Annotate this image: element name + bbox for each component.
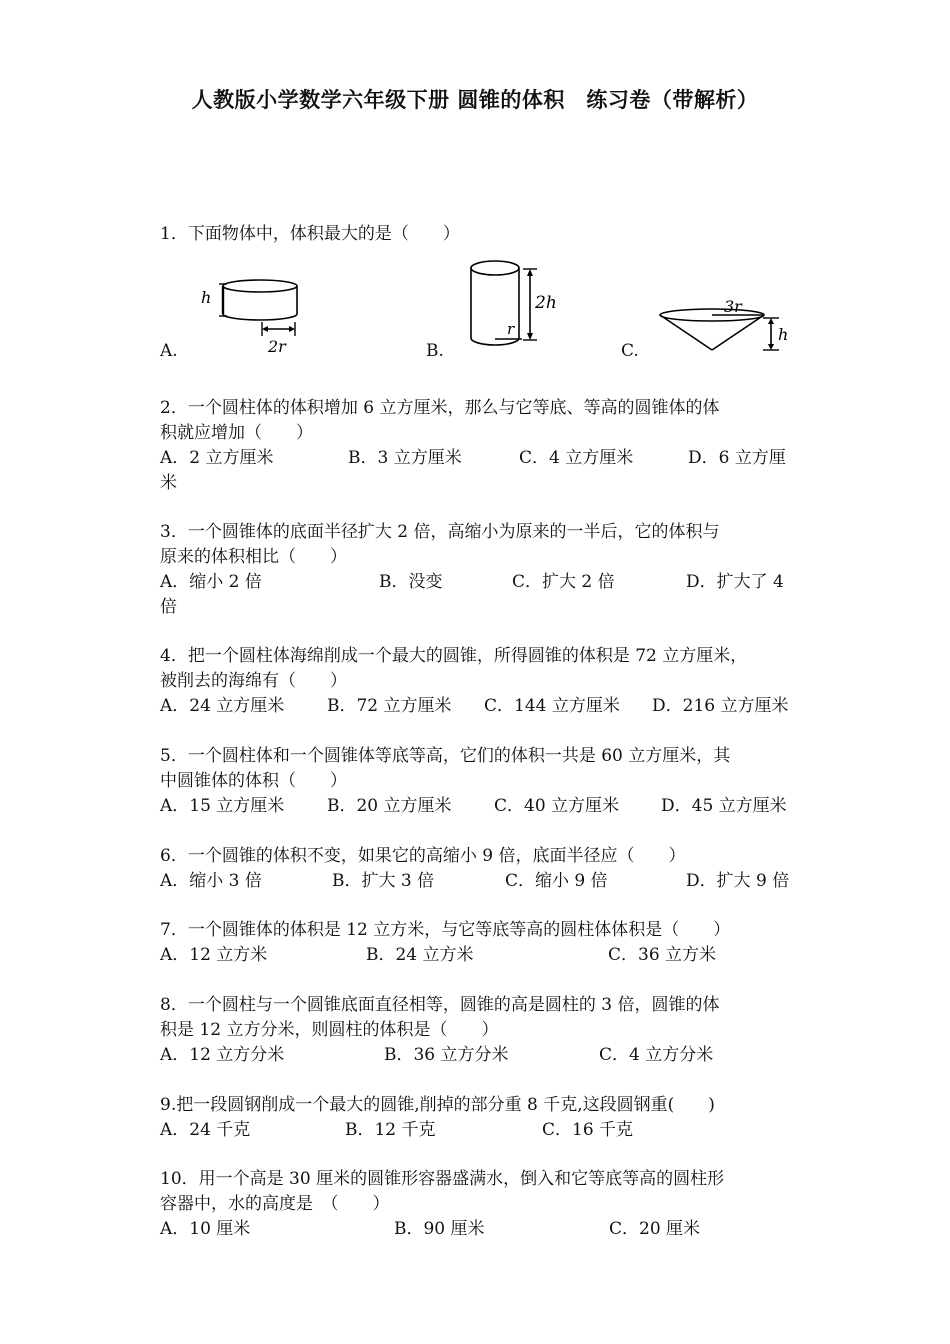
question-2-text-line-1: 2．一个圆柱体的体积增加 6 立方厘米，那么与它等底、等高的圆锥体的体 bbox=[160, 398, 720, 418]
option-5-b: B．20 立方厘米 bbox=[327, 796, 452, 816]
figure-b-tall-cylinder bbox=[465, 256, 565, 348]
option-2-b: B．3 立方厘米 bbox=[348, 448, 462, 468]
option-10-a: A．10 厘米 bbox=[160, 1219, 251, 1239]
question-1-text: 1．下面物体中，体积最大的是（ ） bbox=[160, 224, 460, 244]
option-6-a: A．缩小 3 倍 bbox=[160, 871, 262, 891]
page-title: 人教版小学数学六年级下册 圆锥的体积 练习卷（带解析） bbox=[191, 88, 759, 112]
option-3-a: A．缩小 2 倍 bbox=[160, 572, 262, 592]
figure-b-r-label: r bbox=[507, 320, 515, 338]
figure-c-r-label: 3r bbox=[724, 300, 742, 316]
figure-a-r-label: 2r bbox=[268, 337, 286, 356]
option-10-c: C．20 厘米 bbox=[609, 1219, 701, 1239]
option-10-b: B．90 厘米 bbox=[394, 1219, 485, 1239]
option-4-b: B．72 立方厘米 bbox=[327, 696, 452, 716]
option-7-a: A．12 立方米 bbox=[160, 945, 268, 965]
option-4-d: D．216 立方厘米 bbox=[652, 696, 789, 716]
option-2-d-wrap: 米 bbox=[160, 473, 177, 493]
option-3-d: D．扩大了 4 bbox=[686, 572, 784, 592]
option-7-b: B．24 立方米 bbox=[366, 945, 474, 965]
option-6-b: B．扩大 3 倍 bbox=[332, 871, 435, 891]
option-3-d-wrap: 倍 bbox=[160, 597, 177, 617]
option-1-b: B. bbox=[426, 341, 444, 361]
option-9-b: B．12 千克 bbox=[345, 1120, 436, 1140]
option-5-a: A．15 立方厘米 bbox=[160, 796, 285, 816]
figure-c-h-label: h bbox=[778, 325, 789, 344]
question-3-text-line-1: 3．一个圆锥体的底面半径扩大 2 倍，高缩小为原来的一半后，它的体积与 bbox=[160, 522, 720, 542]
option-2-a: A．2 立方厘米 bbox=[160, 448, 274, 468]
question-4-text-line-1: 4．把一个圆柱体海绵削成一个最大的圆锥，所得圆锥的体积是 72 立方厘米， bbox=[160, 646, 748, 666]
question-10-text-line-2: 容器中，水的高度是 （ ） bbox=[160, 1194, 390, 1214]
question-10-text-line-1: 10．用一个高是 30 厘米的圆锥形容器盛满水，倒入和它等底等高的圆柱形 bbox=[160, 1169, 725, 1189]
figure-a-h-label: h bbox=[201, 288, 212, 307]
option-8-c: C．4 立方分米 bbox=[599, 1045, 714, 1065]
option-6-d: D．扩大 9 倍 bbox=[686, 871, 790, 891]
option-4-c: C．144 立方厘米 bbox=[484, 696, 620, 716]
option-2-d: D．6 立方厘 bbox=[688, 448, 786, 468]
question-7-text: 7．一个圆锥体的体积是 12 立方米，与它等底等高的圆柱体体积是（ ） bbox=[160, 920, 731, 940]
option-1-a: A. bbox=[160, 341, 178, 361]
question-8-text-line-1: 8．一个圆柱与一个圆锥底面直径相等，圆锥的高是圆柱的 3 倍，圆锥的体 bbox=[160, 995, 720, 1015]
question-3-text-line-2: 原来的体积相比（ ） bbox=[160, 547, 347, 567]
option-5-c: C．40 立方厘米 bbox=[494, 796, 620, 816]
question-8-text-line-2: 积是 12 立方分米，则圆柱的体积是（ ） bbox=[160, 1020, 499, 1040]
figure-a-flat-cylinder bbox=[196, 272, 311, 362]
option-9-a: A．24 千克 bbox=[160, 1120, 251, 1140]
option-1-c: C. bbox=[621, 341, 639, 361]
question-9-text: 9.把一段圆钢削成一个最大的圆锥,削掉的部分重 8 千克,这段圆钢重( ) bbox=[160, 1095, 715, 1115]
question-5-text-line-2: 中圆锥体的体积（ ） bbox=[160, 771, 347, 791]
option-8-b: B．36 立方分米 bbox=[384, 1045, 509, 1065]
option-2-c: C．4 立方厘米 bbox=[519, 448, 634, 468]
option-8-a: A．12 立方分米 bbox=[160, 1045, 285, 1065]
question-4-text-line-2: 被削去的海绵有（ ） bbox=[160, 671, 347, 691]
option-7-c: C．36 立方米 bbox=[608, 945, 717, 965]
question-2-text-line-2: 积就应增加（ ） bbox=[160, 423, 313, 443]
question-5-text-line-1: 5．一个圆柱体和一个圆锥体等底等高，它们的体积一共是 60 立方厘米，其 bbox=[160, 746, 731, 766]
option-3-b: B．没变 bbox=[379, 572, 443, 592]
option-9-c: C．16 千克 bbox=[542, 1120, 634, 1140]
figure-c-inverted-cone bbox=[656, 300, 796, 358]
figure-b-h-label: 2h bbox=[535, 293, 557, 313]
option-3-c: C．扩大 2 倍 bbox=[512, 572, 615, 592]
option-5-d: D．45 立方厘米 bbox=[661, 796, 787, 816]
question-6-text: 6．一个圆锥的体积不变，如果它的高缩小 9 倍，底面半径应（ ） bbox=[160, 846, 686, 866]
option-4-a: A．24 立方厘米 bbox=[160, 696, 285, 716]
option-6-c: C．缩小 9 倍 bbox=[505, 871, 608, 891]
